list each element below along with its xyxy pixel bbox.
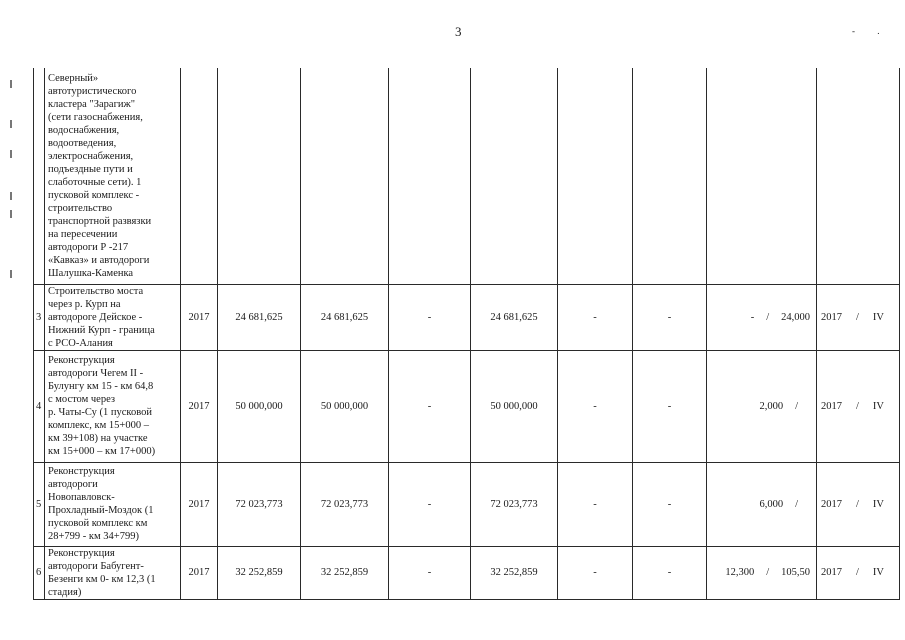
completion-quarter: IV xyxy=(872,567,885,578)
completion-cell xyxy=(817,68,900,284)
row-number xyxy=(34,68,45,284)
completion-quarter: IV xyxy=(872,498,885,510)
completion-quarter: IV xyxy=(872,400,885,412)
completion-year: 2017 xyxy=(821,567,842,578)
completion-quarter: IV xyxy=(872,311,885,323)
estimate-cost xyxy=(218,68,301,284)
total-financing: 50 000,000 xyxy=(301,350,389,462)
row-number: 4 xyxy=(34,350,45,462)
total-financing: 24 681,625 xyxy=(301,284,389,350)
capacity-km: - xyxy=(750,311,755,323)
total-financing: 72 023,773 xyxy=(301,462,389,546)
regional-budget xyxy=(471,68,558,284)
federal-budget: - xyxy=(389,350,471,462)
capacity-cell xyxy=(707,462,817,546)
capacity-cell xyxy=(707,68,817,284)
table-row xyxy=(34,350,900,462)
federal-budget: - xyxy=(389,284,471,350)
row-number: 3 xyxy=(34,284,45,350)
municipal-budget: - xyxy=(558,462,633,546)
row-number: 5 xyxy=(34,462,45,546)
estimate-cost: 32 252,859 xyxy=(218,546,301,599)
object-name: Реконструкция автодороги Бабугент- Безенги км 0- км 12,3 (1 стадия) xyxy=(45,546,181,599)
capacity-km: 2,000 xyxy=(759,400,784,412)
completion-year: 2017 xyxy=(821,311,842,323)
slash-separator: / xyxy=(766,567,770,578)
page-number: 3 xyxy=(455,24,462,39)
objects-table xyxy=(33,68,900,600)
municipal-budget xyxy=(558,68,633,284)
table-row xyxy=(34,284,900,350)
start-year: 2017 xyxy=(181,462,218,546)
federal-budget: - xyxy=(389,462,471,546)
completion-year: 2017 xyxy=(821,498,842,510)
start-year: 2017 xyxy=(181,350,218,462)
other-sources: - xyxy=(633,462,707,546)
total-financing xyxy=(301,68,389,284)
regional-budget: 24 681,625 xyxy=(471,284,558,350)
federal-budget: - xyxy=(389,546,471,599)
capacity-km: 6,000 xyxy=(759,498,784,510)
slash-separator: / xyxy=(856,400,859,412)
capacity-m: 105,50 xyxy=(781,567,810,578)
row-number: 6 xyxy=(34,546,45,599)
estimate-cost: 72 023,773 xyxy=(218,462,301,546)
slash-separator: / xyxy=(795,498,798,510)
slash-separator: / xyxy=(795,400,798,412)
capacity-km: 12,300 xyxy=(725,567,755,578)
completion-cell xyxy=(817,546,900,599)
table-row xyxy=(34,546,900,599)
other-sources xyxy=(633,68,707,284)
object-name: Реконструкция автодороги Новопавловск- Прохладный-Моздок (1 пусковой комплекс км 28+799 - км 34+799) xyxy=(45,462,181,546)
completion-year: 2017 xyxy=(821,400,842,412)
object-name: Строительство моста через р. Курп на автодороге Дейское - Нижний Курп - граница с РСО-Алания xyxy=(45,284,181,350)
regional-budget: 50 000,000 xyxy=(471,350,558,462)
object-name: Реконструкция автодороги Чегем II - Булунгу км 15 - км 64,8 с мостом через р. Чаты-Су (1 пусковой комплекс, км 15+000 – км 39+108) на участке км 15+000 – км 17+000) xyxy=(45,350,181,462)
slash-separator: / xyxy=(856,498,859,510)
completion-cell xyxy=(817,284,900,350)
municipal-budget: - xyxy=(558,284,633,350)
corner-mark: - . xyxy=(852,26,890,36)
federal-budget xyxy=(389,68,471,284)
capacity-cell xyxy=(707,546,817,599)
other-sources: - xyxy=(633,546,707,599)
start-year xyxy=(181,68,218,284)
other-sources: - xyxy=(633,350,707,462)
municipal-budget: - xyxy=(558,546,633,599)
capacity-cell xyxy=(707,284,817,350)
total-financing: 32 252,859 xyxy=(301,546,389,599)
slash-separator: / xyxy=(856,311,859,323)
table-row xyxy=(34,68,900,284)
estimate-cost: 50 000,000 xyxy=(218,350,301,462)
slash-separator: / xyxy=(766,311,770,323)
object-name: Северный» автотуристического кластера "Зарагиж" (сети газоснабжения, водоснабжения, водоотведения, электроснабжения, подъездные пути и слаботочные сети). 1 пусковой комплекс - строительство транспортной развязки на пересечении автодороги Р -217 «Кавказ» и автодороги Шалушка-Каменка xyxy=(45,68,181,284)
regional-budget: 32 252,859 xyxy=(471,546,558,599)
estimate-cost: 24 681,625 xyxy=(218,284,301,350)
capacity-m: 24,000 xyxy=(781,311,810,323)
start-year: 2017 xyxy=(181,284,218,350)
scan-margin-marks xyxy=(10,80,24,280)
other-sources: - xyxy=(633,284,707,350)
start-year: 2017 xyxy=(181,546,218,599)
completion-cell xyxy=(817,462,900,546)
slash-separator: / xyxy=(856,567,859,578)
municipal-budget: - xyxy=(558,350,633,462)
capacity-cell xyxy=(707,350,817,462)
regional-budget: 72 023,773 xyxy=(471,462,558,546)
table-row xyxy=(34,462,900,546)
completion-cell xyxy=(817,350,900,462)
